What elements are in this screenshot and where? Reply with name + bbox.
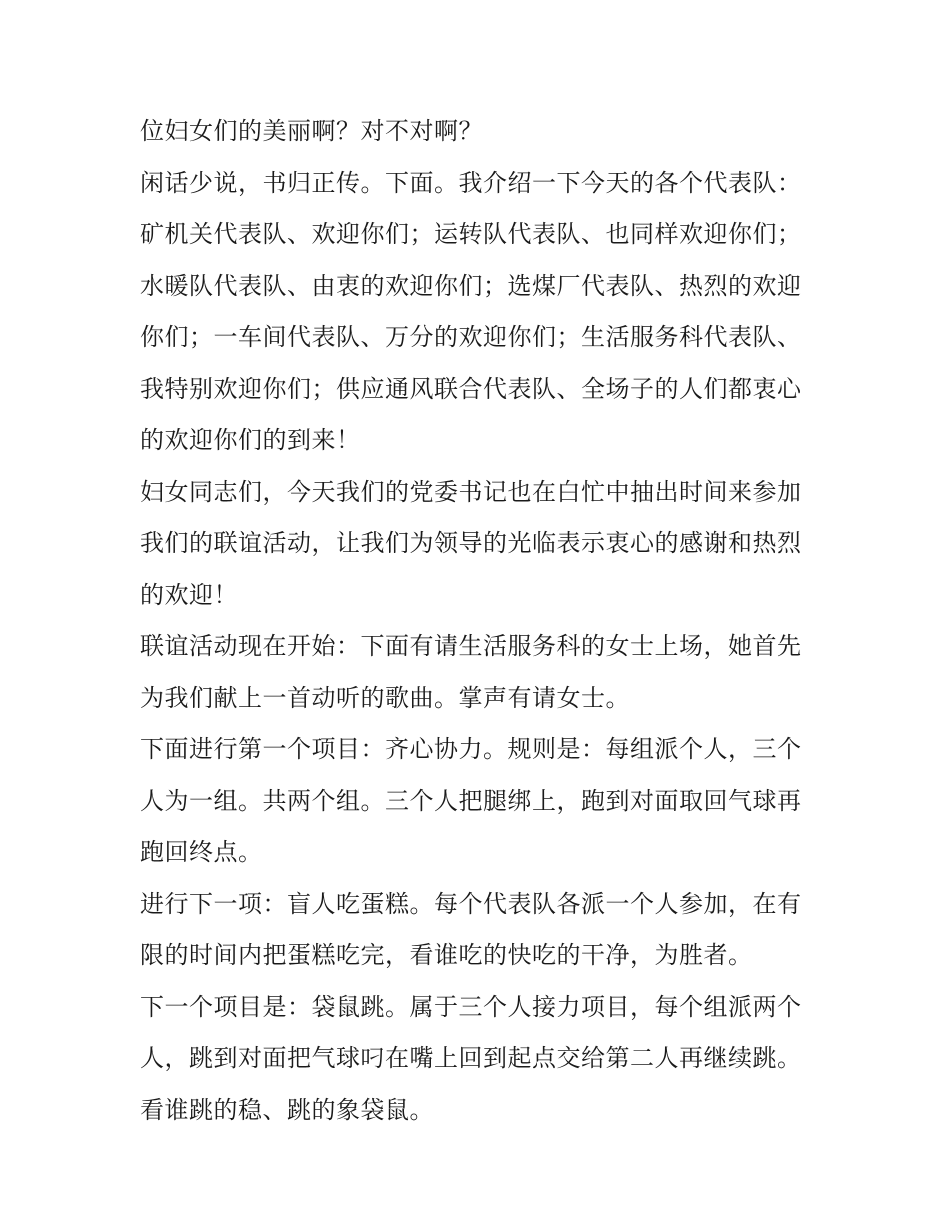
text-line: 闲话少说，书归正传。下面。我介绍一下今天的各个代表队：	[140, 168, 802, 197]
text-line: 的欢迎！	[140, 580, 238, 609]
text-line: 水暖队代表队、由衷的欢迎你们；选煤厂代表队、热烈的欢迎	[140, 271, 802, 300]
text-line: 我特别欢迎你们；供应通风联合代表队、全场子的人们都衷心	[140, 374, 802, 403]
text-line: 位妇女们的美丽啊？对不对啊？	[140, 117, 483, 145]
text-line: 你们；一车间代表队、万分的欢迎你们；生活服务科代表队、	[140, 323, 802, 351]
text-line: 跑回终点。	[140, 838, 263, 866]
text-line: 的欢迎你们的到来！	[140, 426, 361, 454]
text-line: 联谊活动现在开始：下面有请生活服务科的女士上场，她首先	[140, 632, 802, 660]
text-line: 为我们献上一首动听的歌曲。掌声有请女士。	[140, 683, 630, 712]
text-line: 妇女同志们，今天我们的党委书记也在白忙中抽出时间来参加	[140, 477, 802, 506]
text-line: 下面进行第一个项目：齐心协力。规则是：每组派个人，三个	[140, 735, 802, 763]
text-line: 我们的联谊活动，让我们为领导的光临表示衷心的感谢和热烈	[140, 529, 802, 557]
text-line: 矿机关代表队、欢迎你们；运转队代表队、也同样欢迎你们；	[140, 220, 802, 248]
text-line: 进行下一项：盲人吃蛋糕。每个代表队各派一个人参加，在有	[140, 889, 802, 918]
text-line: 下一个项目是：袋鼠跳。属于三个人接力项目，每个组派两个	[140, 992, 802, 1021]
text-line: 人为一组。共两个组。三个人把腿绑上，跑到对面取回气球再	[140, 786, 802, 815]
document-body	[140, 106, 830, 1136]
text-line: 人，跳到对面把气球叼在嘴上回到起点交给第二人再继续跳。	[140, 1044, 802, 1072]
text-line: 看谁跳的稳、跳的象袋鼠。	[140, 1095, 434, 1124]
text-line: 限的时间内把蛋糕吃完，看谁吃的快吃的干净，为胜者。	[140, 941, 753, 969]
